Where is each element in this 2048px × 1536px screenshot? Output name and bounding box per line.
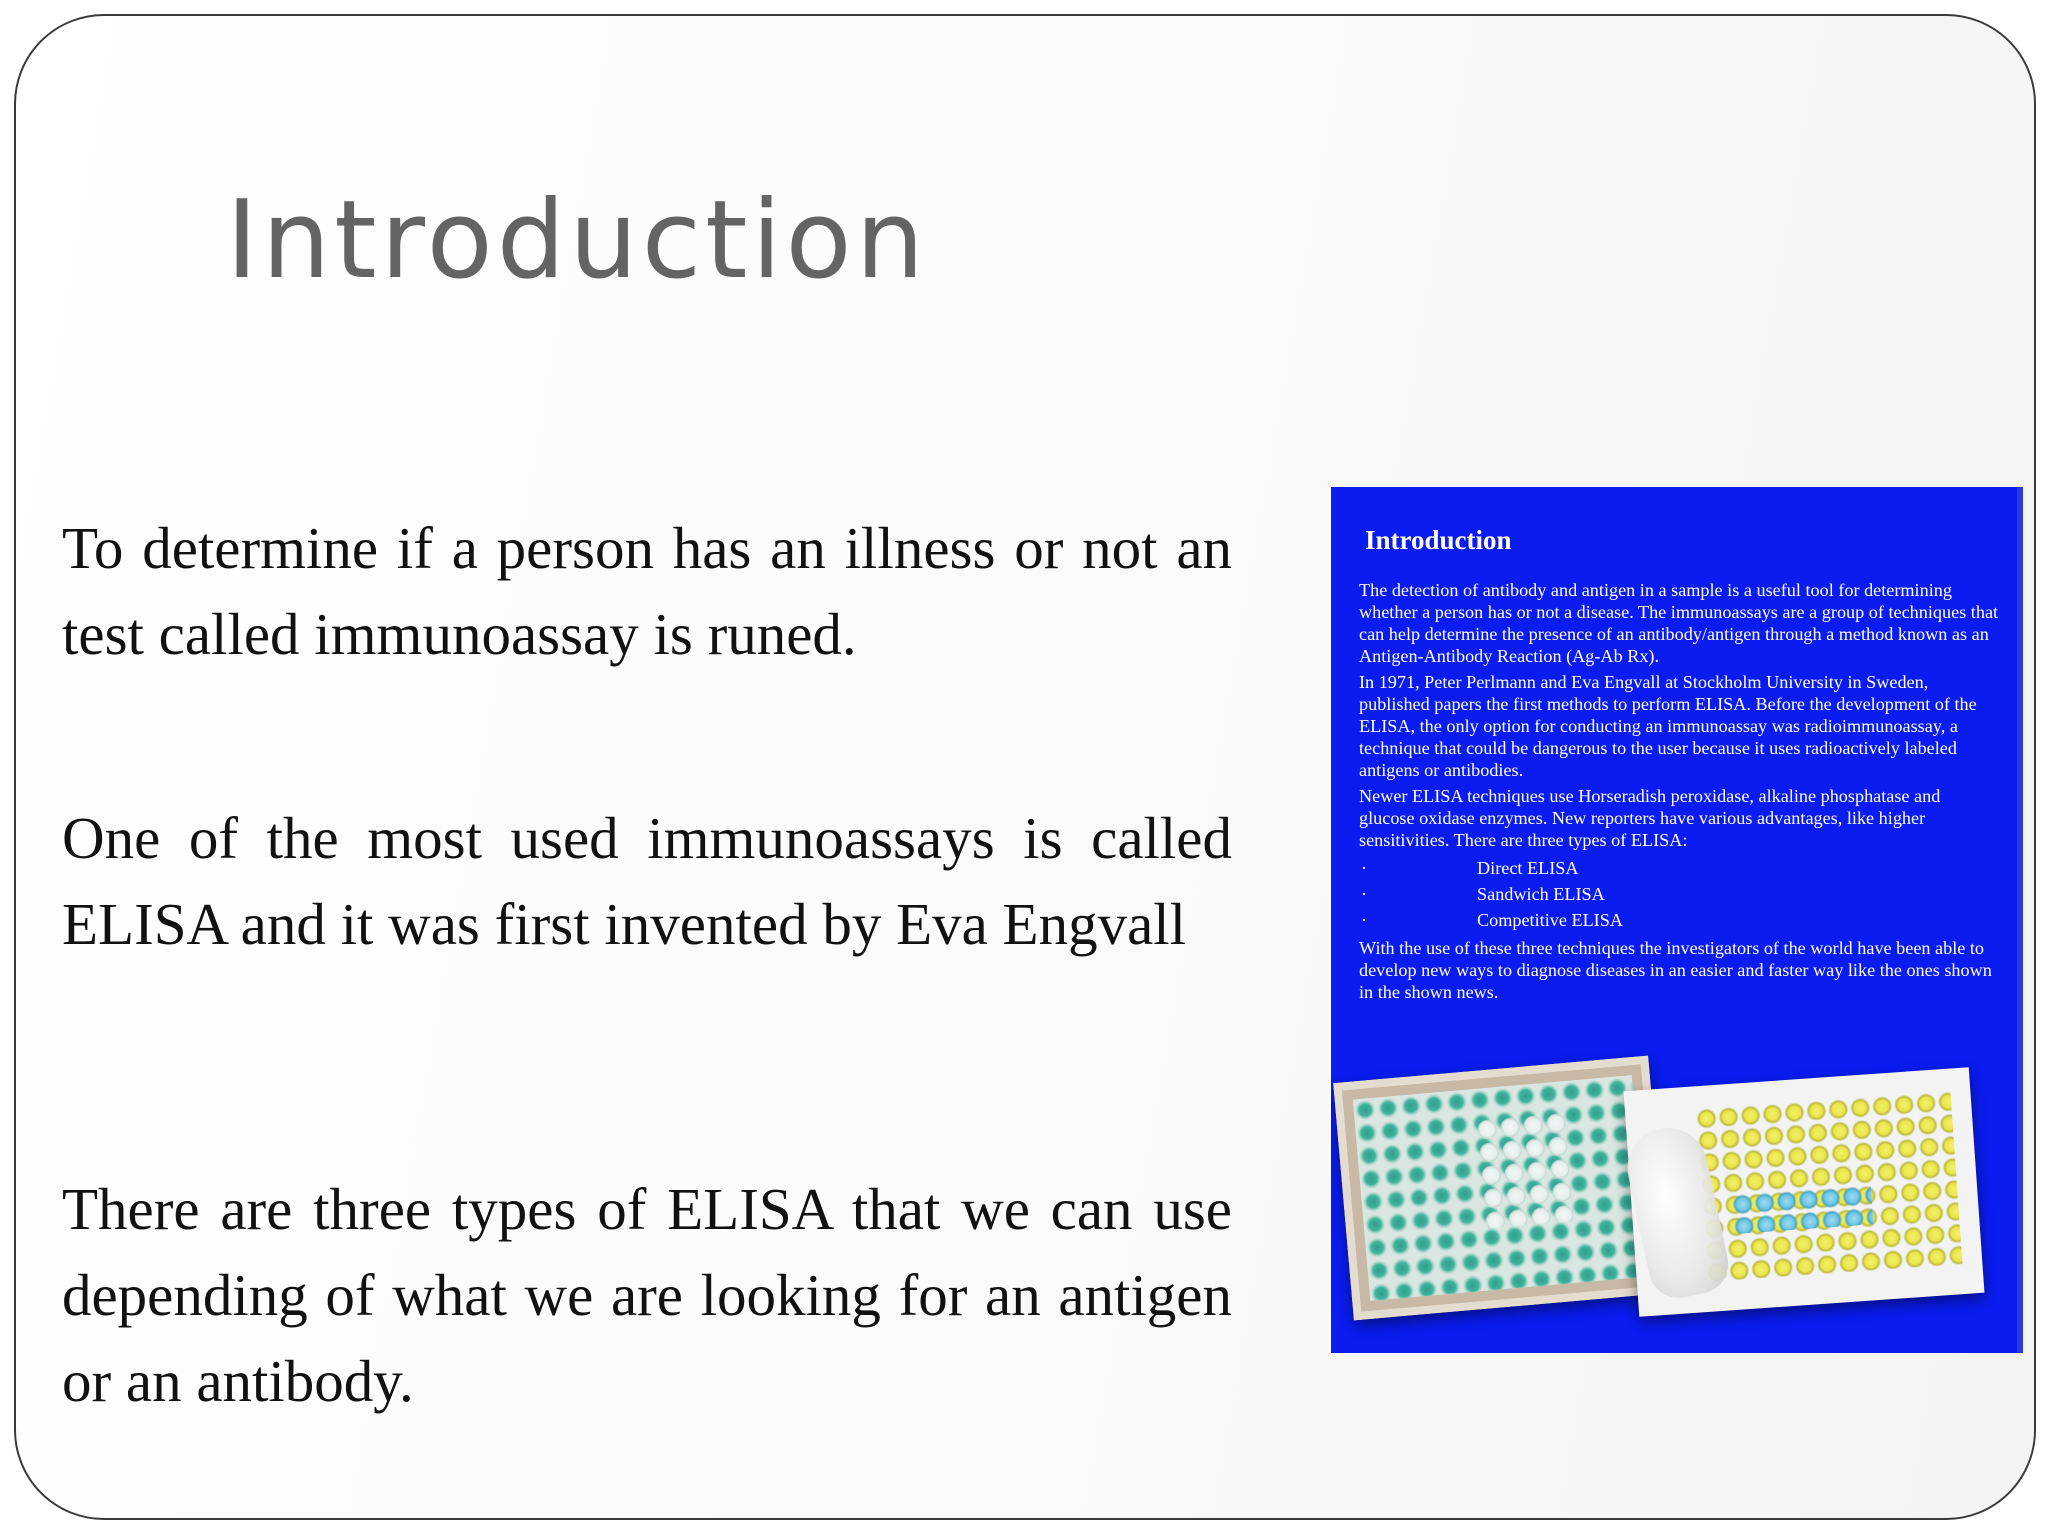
bullet-icon: · <box>1361 884 1368 904</box>
list-item <box>1359 855 1999 881</box>
slide-title: Introduction <box>226 178 929 303</box>
body-paragraph-1: To determine if a person has an illness or not an test called immunoassay is runed. <box>62 515 1232 667</box>
bullet-icon: · <box>1361 910 1368 930</box>
body-paragraph-2: One of the most used immunoassays is called ELISA and it was first invented by Eva Engvall <box>62 805 1232 957</box>
panel-paragraph-3: Newer ELISA techniques use Horseradish peroxidase, alkaline phosphatase and glucose oxidase enzymes. New reporters have various advantages, like higher sensitivities. There are three types of ELISA: <box>1359 786 1941 850</box>
body-paragraph-3: There are three types of ELISA that we can use depending of what we are looking for an antigen or an antibody. <box>62 1176 1232 1414</box>
panel-paragraph-2: In 1971, Peter Perlmann and Eva Engvall at Stockholm University in Sweden, published papers the first methods to perform ELISA. Before the development of the ELISA, the only option for conducting an immunoassay was radioimmunoassay, a technique that could be dangerous to the user because it uses radioactively labeled antigens or antibodies. <box>1359 672 1977 780</box>
panel-edge <box>2017 487 2023 1353</box>
elisa-types-list <box>1359 855 1999 933</box>
list-item-label: Sandwich ELISA <box>1477 884 1605 904</box>
bullet-icon: · <box>1361 858 1368 878</box>
panel-body <box>1359 579 1999 1007</box>
panel-title: Introduction <box>1365 525 1512 555</box>
well-plate-teal-image <box>1333 1056 1669 1321</box>
plate-clear-wells <box>1475 1111 1574 1228</box>
embedded-screenshot-panel <box>1331 487 2023 1353</box>
list-item-label: Competitive ELISA <box>1477 910 1623 930</box>
list-item <box>1359 907 1999 933</box>
list-item-label: Direct ELISA <box>1477 858 1579 878</box>
panel-paragraph-1: The detection of antibody and antigen in a sample is a useful tool for determining whether a person has or not a disease. The immunoassays are a group of techniques that can help determine the presence of an antibody/antigen through a method known as an Antigen-Antibody Reaction (Ag-Ab Rx). <box>1359 580 1999 666</box>
list-item <box>1359 881 1999 907</box>
panel-paragraph-4: With the use of these three techniques the investigators of the world have been able to develop new ways to diagnose diseases in an easier and faster way like the ones shown in the shown news. <box>1359 938 1992 1002</box>
